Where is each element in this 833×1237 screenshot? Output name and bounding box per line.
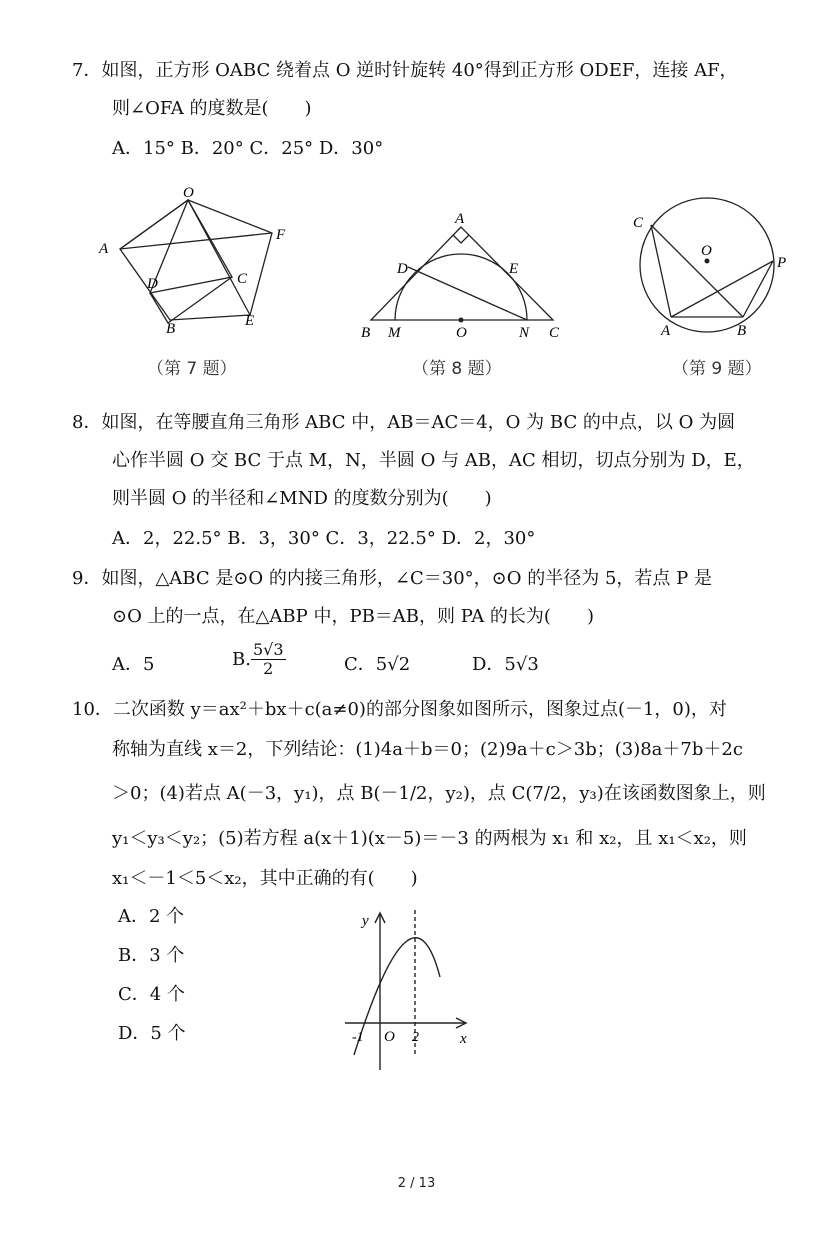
fig9-label-A: A [661, 323, 671, 339]
fig7-label-B: B [166, 321, 176, 337]
q10-option-b: B．3 个 [118, 945, 185, 966]
fig7-label-D: D [147, 276, 158, 292]
fig7-label-A: A [99, 241, 109, 257]
fig7-label-O: O [183, 185, 194, 201]
q9-line1: 9．如图，△ABC 是⊙O 的内接三角形，∠C＝30°，⊙O 的半径为 5，若点 P 是 [72, 568, 712, 589]
fig9-label-B: B [737, 323, 747, 339]
figure-7-caption: （第 7 题） [147, 359, 237, 379]
q10-line4: y₁＜y₃＜y₂；(5)若方程 a(x＋1)(x－5)＝－3 的两根为 x₁ 和 x₂，且 x₁＜x₂，则 [112, 828, 747, 849]
figure-8-caption: （第 8 题） [412, 359, 502, 379]
q10-option-a: A．2 个 [118, 906, 185, 927]
q8-line1: 8．如图，在等腰直角三角形 ABC 中，AB＝AC＝4，O 为 BC 的中点，以 O 为圆 [72, 412, 736, 433]
fig8-label-M: M [388, 325, 401, 341]
q7-line2: 则∠OFA 的度数是( ) [112, 98, 312, 119]
q9-option-b [232, 641, 286, 678]
fig7-label-F: F [276, 227, 286, 243]
q9-option-c: C．5√2 [344, 654, 411, 675]
figure-7 [90, 185, 305, 350]
q10-option-d: D．5 个 [118, 1023, 186, 1044]
graph-x-label: x [460, 1031, 467, 1047]
page-number: 2 / 13 [397, 1176, 436, 1191]
q8-line2: 心作半圆 O 交 BC 于点 M，N，半圆 O 与 AB，AC 相切，切点分别为 D，E， [112, 450, 755, 471]
figure-9-caption: （第 9 题） [672, 359, 762, 379]
q9-line2: ⊙O 上的一点，在△ABP 中，PB＝AB，则 PA 的长为( ) [112, 606, 594, 627]
figure-8 [355, 205, 575, 345]
q10-parabola-graph [340, 905, 480, 1075]
fig7-label-C: C [237, 271, 248, 287]
graph-y-label: y [362, 913, 369, 929]
fig8-label-E: E [509, 261, 519, 277]
q10-option-c: C．4 个 [118, 984, 185, 1005]
q10-line3: ＞0；(4)若点 A(－3，y₁)，点 B(－1/2，y₂)，点 C(7/2，y₃)在该函数图象上，则 [112, 783, 766, 804]
q10-line5: x₁＜－1＜5＜x₂，其中正确的有( ) [112, 868, 418, 889]
q7-line1: 7．如图，正方形 OABC 绕着点 O 逆时针旋转 40°得到正方形 ODEF，连接 AF， [72, 60, 738, 81]
q8-line3: 则半圆 O 的半径和∠MND 的度数分别为( ) [112, 488, 492, 509]
fig9-label-O: O [701, 243, 712, 259]
figure-9 [625, 195, 800, 345]
q9-option-a: A．5 [112, 654, 155, 675]
q7-options: A．15° B．20° C．25° D．30° [112, 138, 384, 159]
fig8-label-A: A [455, 211, 465, 227]
fig8-label-D: D [397, 261, 408, 277]
graph-neg1-label: -1 [352, 1030, 364, 1045]
fig8-label-B: B [361, 325, 371, 341]
fig7-label-E: E [245, 313, 255, 329]
q9-option-b-numerator: 5√3 [252, 640, 284, 659]
q8-options: A．2，22.5° B．3，30° C．3，22.5° D．2，30° [112, 528, 536, 549]
q10-line1: 10．二次函数 y＝ax²＋bx＋c(a≠0)的部分图象如图所示，图象过点(－1，0)，对 [72, 699, 727, 720]
q9-option-b-prefix: B. [232, 648, 251, 670]
q10-line2: 称轴为直线 x＝2，下列结论：(1)4a＋b＝0；(2)9a＋c＞3b；(3)8a＋7b＋2c [112, 739, 743, 760]
q9-option-d: D．5√3 [472, 654, 539, 675]
fig8-label-C: C [549, 325, 560, 341]
fig9-label-P: P [777, 255, 787, 271]
fig8-label-O: O [456, 325, 467, 341]
graph-origin-label: O [384, 1029, 395, 1045]
fig8-label-N: N [519, 325, 530, 341]
fig9-label-C: C [633, 215, 644, 231]
q9-option-b-fraction [251, 641, 286, 678]
graph-two-label: 2 [412, 1030, 419, 1045]
q9-option-b-denominator: 2 [263, 659, 274, 678]
